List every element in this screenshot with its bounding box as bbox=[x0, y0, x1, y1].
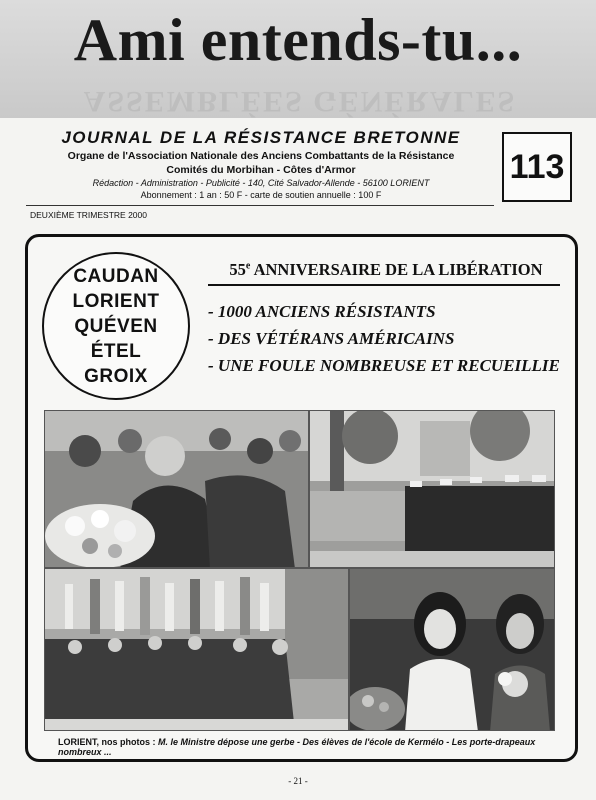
town-name: CAUDAN bbox=[73, 265, 159, 287]
photo-flag-bearers bbox=[44, 568, 349, 731]
caption-text: M. le Ministre dépose une gerbe - Des élèves de l'école de Kermélo - Les porte-drapeaux nombreux ... bbox=[58, 737, 536, 757]
issue-number: 113 bbox=[509, 147, 565, 186]
caption-place: LORIENT, nos photos : bbox=[58, 737, 156, 747]
page-number: - 21 - bbox=[288, 776, 308, 786]
journal-subtitle: JOURNAL DE LA RÉSISTANCE BRETONNE bbox=[61, 128, 461, 147]
town-name: ÉTEL bbox=[90, 340, 142, 362]
photo-minister-wreath bbox=[44, 410, 309, 568]
subscription-info: Abonnement : 1 an : 50 F - carte de soutien annuelle : 100 F bbox=[140, 190, 382, 200]
feature-headline bbox=[212, 260, 560, 280]
header-divider bbox=[26, 205, 494, 206]
photo-caption bbox=[58, 737, 558, 757]
organization-line: Organe de l'Association Nationale des Anciens Combattants de la Résistance bbox=[67, 150, 455, 162]
town-name: GROIX bbox=[84, 365, 148, 387]
bullet-item: - UNE FOULE NOMBREUSE ET RECUEILLIE bbox=[208, 356, 560, 375]
towns-circle bbox=[42, 252, 190, 400]
bullet-item: - 1000 ANCIENS RÉSISTANTS bbox=[208, 302, 436, 321]
journal-title: Ami entends-tu... bbox=[73, 7, 523, 73]
committees-line: Comités du Morbihan - Côtes d'Armor bbox=[166, 164, 356, 176]
headline-number: 55 bbox=[229, 260, 246, 279]
headline-underline bbox=[208, 284, 560, 286]
town-name: LORIENT bbox=[72, 290, 160, 312]
photo-officers-crowd bbox=[309, 410, 555, 568]
town-name: QUÉVEN bbox=[74, 315, 158, 337]
bullet-item: - DES VÉTÉRANS AMÉRICAINS bbox=[208, 329, 455, 348]
redaction-address: Rédaction - Administration - Publicité - 140, Cité Salvador-Allende - 56100 LORIENT bbox=[92, 178, 430, 188]
masthead bbox=[0, 0, 596, 118]
headline-ordinal: e bbox=[245, 260, 251, 272]
issue-period: DEUXIÈME TRIMESTRE 2000 bbox=[30, 210, 147, 220]
headline-text: ANNIVERSAIRE DE LA LIBÉRATION bbox=[250, 260, 543, 279]
photo-schoolgirls bbox=[349, 568, 555, 731]
feature-bullets bbox=[208, 298, 568, 379]
issue-number-box bbox=[502, 132, 572, 202]
masthead-ghost-text: ASSEMBLÉES GÉNÉRALES bbox=[83, 85, 517, 118]
